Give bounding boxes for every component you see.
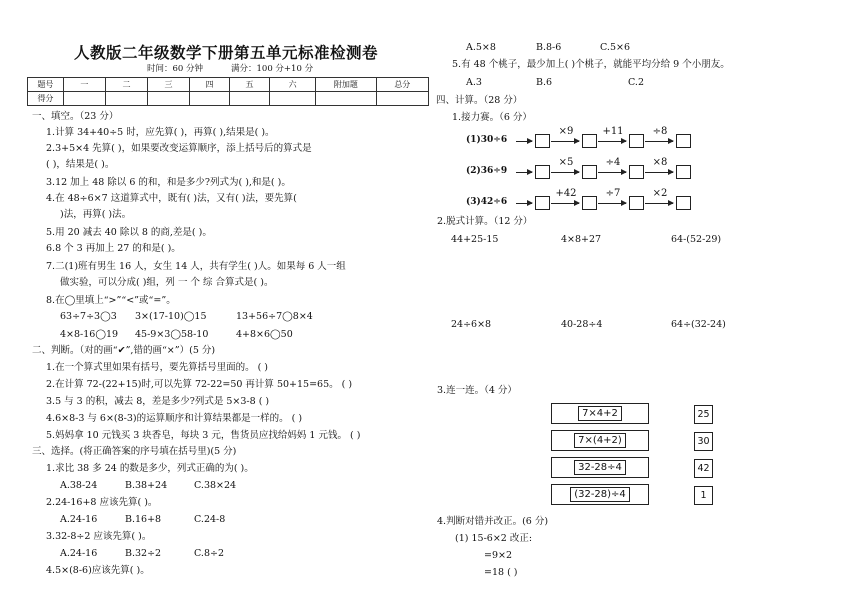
arrow-right-icon (598, 141, 626, 142)
chain-start: (1)30÷6 (466, 135, 508, 145)
question-1-4: 4.在 48÷6×7 这道算式中，既有( )法，又有( )法，要先算( (46, 193, 297, 204)
calc-expression: 64÷(32-24) (671, 319, 726, 330)
option-b: B.32÷2 (125, 548, 162, 559)
question-4-1: 1.接力赛。（6 分） (452, 112, 532, 123)
answer-box[interactable] (535, 196, 550, 210)
answer-box[interactable] (676, 134, 691, 148)
compare-item: 45-9×3◯58-10 (135, 329, 209, 340)
question-2-5: 5.妈妈拿 10 元钱买 3 块香皂，每块 3 元，售货员应找给妈妈 1 元钱。 ( ) (46, 430, 361, 441)
answer-box[interactable] (629, 196, 644, 210)
question-4-2: 2.脱式计算。（12 分） (437, 216, 533, 227)
arrow-right-icon (516, 141, 532, 142)
calc-expression: 40-28÷4 (561, 319, 603, 330)
question-3-5: 5.有 48 个桃子，最少加上( )个桃子，就能平均分给 9 个小朋友。 (452, 59, 730, 70)
exam-time: 时间：60 分钟 (147, 64, 204, 74)
section-4-title: 四、计算。（28 分） (436, 95, 523, 106)
score-table-header-row (28, 78, 429, 92)
score-row-label: 得分 (28, 92, 64, 106)
calc-expression: 44+25-15 (451, 234, 499, 245)
score-table (27, 77, 429, 106)
match-number-card[interactable]: 1 (694, 486, 713, 505)
score-cell[interactable] (63, 92, 105, 106)
calc-expression: 64-(52-29) (671, 234, 722, 245)
match-expression: 7×(4+2) (574, 433, 626, 448)
question-1-2-continued: ( )，结果是( )。 (46, 159, 115, 170)
option-b: B.16+8 (125, 514, 162, 525)
score-header-cell: 三 (147, 78, 189, 92)
answer-box[interactable] (676, 196, 691, 210)
match-number-card[interactable]: 30 (694, 432, 713, 451)
score-header-cell: 总分 (376, 78, 428, 92)
question-2-1: 1.在一个算式里如果有括号，要先算括号里面的。 ( ) (46, 362, 269, 373)
match-expression-card[interactable] (551, 457, 649, 478)
question-1-7: 7.二(1)班有男生 16 人，女生 14 人，共有学生( )人。如果每 6 人一组 (46, 261, 346, 272)
option-b: B.38+24 (125, 480, 168, 491)
chain-operation: +42 (555, 188, 577, 199)
option-a: A.24-16 (60, 514, 98, 525)
score-header-cell: 六 (270, 78, 316, 92)
match-expression: 32-28÷4 (574, 460, 626, 475)
arrow-right-icon (645, 141, 673, 142)
score-header-cell: 题号 (28, 78, 64, 92)
match-number-card[interactable]: 25 (694, 405, 713, 424)
option-b: B.6 (536, 77, 553, 88)
question-2-2: 2.在计算 72-(22+15)时,可以先算 72-22=50 再计算 50+15=65。 ( ) (46, 379, 353, 390)
option-a: A.38-24 (60, 480, 98, 491)
score-cell[interactable] (105, 92, 147, 106)
option-c: C.2 (628, 77, 644, 88)
score-table-score-row (28, 92, 429, 106)
score-header-cell: 四 (190, 78, 230, 92)
answer-box[interactable] (535, 134, 550, 148)
match-expression: 7×4+2 (578, 406, 622, 421)
section-2-title: 二、判断。（对的画“✔”,错的画“×”）(5 分) (32, 345, 216, 356)
arrow-right-icon (551, 141, 579, 142)
answer-box[interactable] (582, 165, 597, 179)
question-3-2: 2.24-16+8 应该先算( )。 (46, 497, 158, 508)
compare-item: 63÷7÷3◯3 (60, 311, 117, 322)
arrow-right-icon (551, 203, 579, 204)
section-3-title: 三、选择。(将正确答案的序号填在括号里)(5 分) (32, 446, 237, 457)
option-c: C.38×24 (194, 480, 237, 491)
correction-line-1: (1) 15-6×2 改正: (455, 533, 533, 544)
match-number-card[interactable]: 42 (694, 459, 713, 478)
answer-box[interactable] (535, 165, 550, 179)
score-cell[interactable] (376, 92, 428, 106)
match-expression-card[interactable] (551, 484, 649, 505)
compare-item: 4+8×6◯50 (236, 329, 293, 340)
arrow-right-icon (598, 203, 626, 204)
score-header-cell: 一 (63, 78, 105, 92)
question-1-5: 5.用 20 减去 40 除以 8 的商,差是( )。 (46, 227, 212, 238)
option-c: C.5×6 (600, 42, 630, 53)
chain-operation: ×5 (558, 157, 574, 168)
chain-operation: ÷8 (652, 126, 668, 137)
option-a: A.24-16 (60, 548, 98, 559)
chain-operation: ÷7 (605, 188, 621, 199)
question-3-4: 4.5×(8-6)应该先算( )。 (46, 565, 150, 576)
chain-operation: ×2 (652, 188, 668, 199)
question-2-4: 4.6×8-3 与 6×(8-3)的运算顺序和计算结果都是一样的。 ( ) (46, 413, 303, 424)
question-2-3: 3.5 与 3 的积，减去 8，差是多少?列式是 5×3-8 ( ) (46, 396, 270, 407)
question-3-3: 3.32-8÷2 应该先算( )。 (46, 531, 152, 542)
score-cell[interactable] (316, 92, 377, 106)
arrow-right-icon (645, 203, 673, 204)
chain-start: (3)42÷6 (466, 197, 508, 207)
question-3-1: 1.求比 38 多 24 的数是多少，列式正确的为( )。 (46, 463, 254, 474)
correction-line-3: =18 ( ) (484, 567, 518, 578)
chain-operation: ÷4 (605, 157, 621, 168)
score-header-cell: 附加题 (316, 78, 377, 92)
chain-start: (2)36÷9 (466, 166, 508, 176)
match-expression-card[interactable] (551, 403, 649, 424)
score-header-cell: 五 (230, 78, 270, 92)
question-1-2: 2.3+5×4 先算( )，如果要改变运算顺序，添上括号后的算式是 (46, 143, 312, 154)
answer-box[interactable] (582, 196, 597, 210)
section-1-title: 一、填空。（23 分） (32, 111, 119, 122)
question-1-7-continued: 做实验，可以分成( )组，列 一 个 综 合算式是( )。 (60, 277, 274, 288)
score-cell[interactable] (270, 92, 316, 106)
chain-operation: ×8 (652, 157, 668, 168)
compare-item: 13+56÷7◯8×4 (236, 311, 313, 322)
arrow-right-icon (551, 172, 579, 173)
answer-box[interactable] (676, 165, 691, 179)
option-a: A.3 (466, 77, 482, 88)
question-4-4: 4.判断对错并改正。(6 分) (437, 516, 549, 527)
option-c: C.24-8 (194, 514, 226, 525)
chain-operation: +11 (602, 126, 624, 137)
question-4-3: 3.连一连。（4 分） (437, 385, 517, 396)
score-cell[interactable] (147, 92, 189, 106)
answer-box[interactable] (629, 134, 644, 148)
score-header-cell: 二 (105, 78, 147, 92)
match-expression-card[interactable] (551, 430, 649, 451)
calc-expression: 24÷6×8 (451, 319, 492, 330)
score-cell[interactable] (230, 92, 270, 106)
option-b: B.8-6 (536, 42, 562, 53)
calc-expression: 4×8+27 (561, 234, 602, 245)
arrow-right-icon (645, 172, 673, 173)
correction-line-2: =9×2 (484, 550, 513, 561)
chain-operation: ×9 (558, 126, 574, 137)
option-c: C.8÷2 (194, 548, 224, 559)
answer-box[interactable] (629, 165, 644, 179)
answer-box[interactable] (582, 134, 597, 148)
question-1-6: 6.8 个 3 再加上 27 的和是( )。 (46, 243, 181, 254)
option-a: A.5×8 (466, 42, 496, 53)
exam-full-score: 满分：100 分+10 分 (231, 64, 314, 74)
arrow-right-icon (516, 172, 532, 173)
question-1-1: 1.计算 34+40÷5 时，应先算( )，再算( ),结果是( )。 (46, 127, 275, 138)
question-1-4-continued: )法，再算( )法。 (60, 209, 132, 220)
compare-item: 4×8-16◯19 (60, 329, 119, 340)
arrow-right-icon (598, 172, 626, 173)
match-expression: (32-28)÷4 (570, 487, 630, 502)
question-1-8: 8.在◯里填上“>”“<”或“=”。 (46, 295, 176, 306)
arrow-right-icon (516, 203, 532, 204)
page-title: 人教版二年级数学下册第五单元标准检测卷 (74, 43, 379, 62)
score-cell[interactable] (190, 92, 230, 106)
question-1-3: 3.12 加上 48 除以 6 的和，和是多少?列式为( ),和是( )。 (46, 177, 291, 188)
compare-item: 3×(17-10)◯15 (135, 311, 207, 322)
